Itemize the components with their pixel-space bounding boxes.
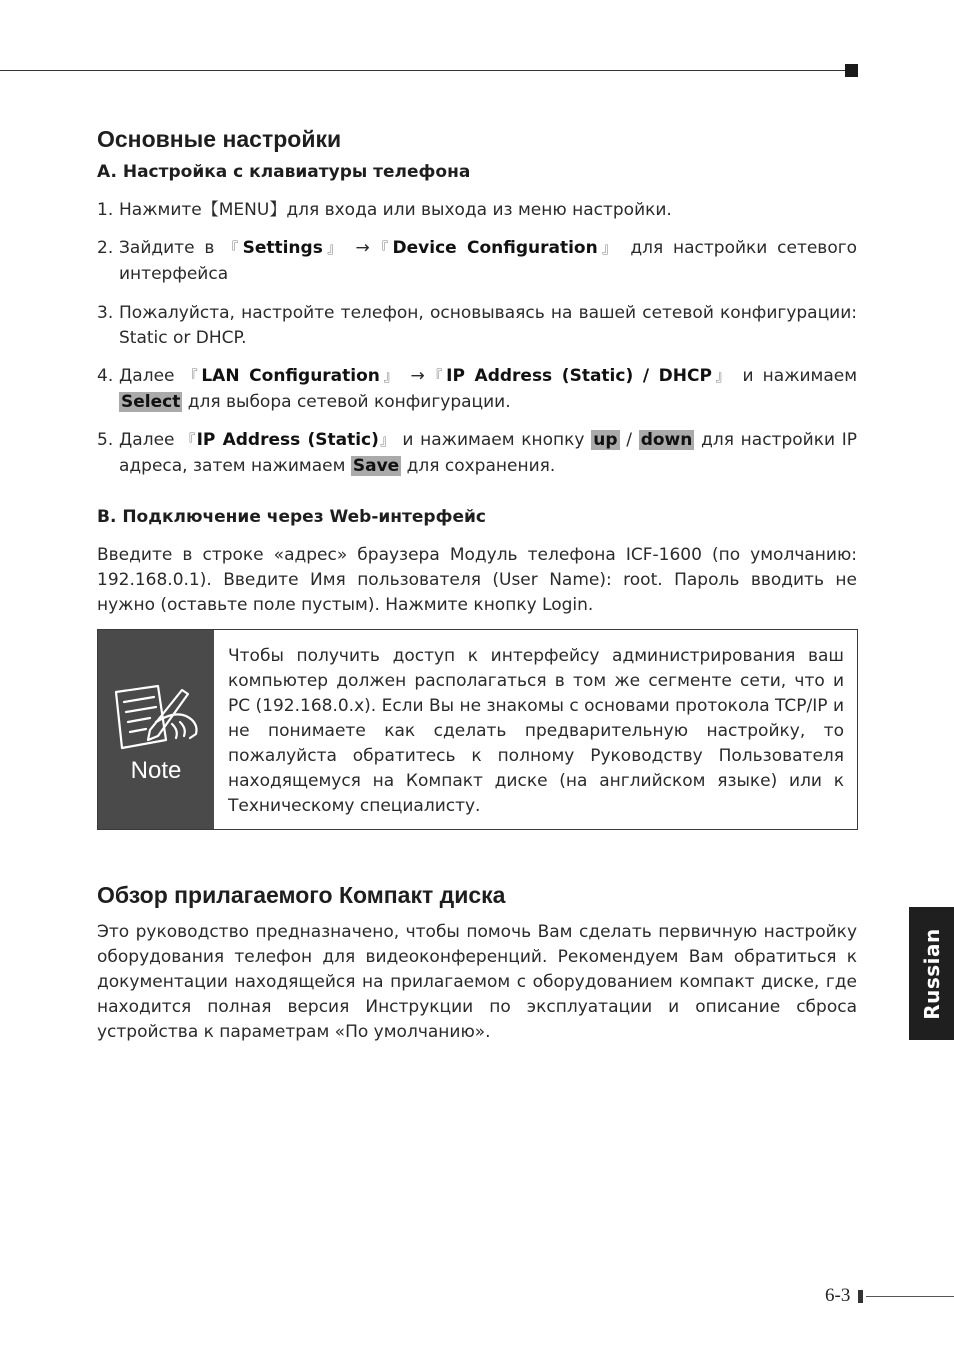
footer-rule xyxy=(866,1296,954,1297)
menu-settings: Settings xyxy=(242,238,323,258)
note-label: Note xyxy=(130,757,182,784)
subsection-title-keypad: A. Настройка с клавиатуры телефона xyxy=(97,162,471,182)
menu-device-configuration: Device Configuration xyxy=(392,238,598,258)
key-select: Select xyxy=(121,392,181,412)
menu-key-label: 【MENU】 xyxy=(201,200,287,220)
key-down: down xyxy=(640,430,693,450)
header-marker xyxy=(845,64,858,77)
subsection-title-web: B. Подключение через Web-интерфейс xyxy=(97,507,486,527)
header-rule xyxy=(0,70,846,71)
footer-marker xyxy=(858,1290,863,1303)
note-text: Чтобы получить доступ к интерфейсу администрирования ваш компьютер должен располагаться в том же сегменте сети, что и PC (192.168.0.x). Если Вы не знакомы с основами протокола TCP/IP и не понимаете как сделать предварительную настройку, то пожалуйста обратитесь к полному Руководству Пользователя находящемуся на Компакт диске (на английском языке) или к Техническому специалисту. xyxy=(228,646,844,816)
main-content xyxy=(97,124,857,618)
step-5: 5. Далее 『IP Address (Static)』 и нажимаем кнопку up / down для настройки IP адреса, затем нажимаем Save для сохранения. xyxy=(97,430,858,476)
page-number: 6-3 xyxy=(825,1285,851,1306)
key-up: up xyxy=(593,430,618,450)
note-box xyxy=(97,629,858,830)
note-pen-icon xyxy=(110,682,202,754)
cd-overview-text: Это руководство предназначено, чтобы помочь Вам сделать первичную настройку оборудования телефон для видеоконференций. Рекомендуем Вам обратиться к документации находящейся на прилагаемом с оборудованием компакт диске, где находится полная версия Инструкции по эксплуатации и описание сброса устройства к параметрам «По умолчанию». xyxy=(97,922,857,1042)
step-3: 3. Пожалуйста, настройте телефон, основываясь на вашей сетевой конфигурации: Static or DHCP. xyxy=(97,303,857,348)
arrow-right-icon: → xyxy=(355,238,370,258)
cd-overview-section xyxy=(97,880,857,1045)
web-instructions: Введите в строке «адрес» браузера Модуль телефона ICF-1600 (по умолчанию: 192.168.0.1). Введите Имя пользователя (User Name): root. Пароль вводить не нужно (оставьте поле пустым). Нажмите кнопку Login. xyxy=(97,545,857,615)
step-1: 1. Нажмите【MENU】для входа или выхода из меню настройки. xyxy=(97,200,672,220)
setup-steps xyxy=(97,198,857,479)
section-title-cd-overview: Обзор прилагаемого Компакт диска xyxy=(97,882,506,908)
step-2: 2. Зайдите в 『Settings』 →『Device Configuration』 для настройки сетевого интерфейса xyxy=(97,238,858,284)
step-4: 4. Далее 『LAN Configuration』 →『IP Address (Static) / DHCP』 и нажимаем Select для выбора сетевой конфигурации. xyxy=(97,366,858,412)
section-title-basic-settings: Основные настройки xyxy=(97,126,342,152)
language-tab-label: Russian xyxy=(919,927,944,1020)
arrow-right-icon: → xyxy=(410,366,425,386)
language-tab xyxy=(909,907,954,1040)
menu-ip-address-static-dhcp: IP Address (Static) / DHCP xyxy=(446,366,712,386)
menu-lan-configuration: LAN Configuration xyxy=(201,366,380,386)
note-sidebar xyxy=(98,630,214,829)
key-save: Save xyxy=(352,456,400,476)
menu-ip-address-static: IP Address (Static) xyxy=(196,430,379,450)
